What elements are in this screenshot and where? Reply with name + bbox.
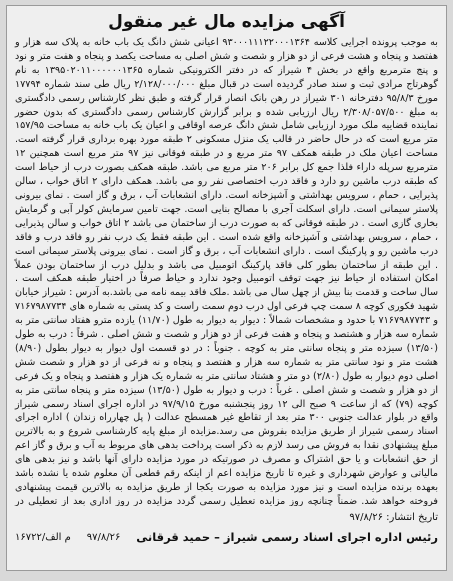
notice-page	[6, 5, 447, 571]
notice-footer	[7, 526, 446, 548]
publish-date-line	[7, 510, 446, 526]
notice-code: ۱۶۷۲۲/م الف	[15, 531, 71, 543]
publish-date: ۹۷/۸/۲۶	[349, 512, 383, 523]
notice-title: آگهی مزایده مال غیر منقول	[108, 12, 345, 32]
footer-date: ۹۷/۸/۲۶	[86, 531, 121, 543]
notice-body: به موجب پرونده اجرایی کلاسه ۹۳۰۰۰۱۱۱۲۲۰۰۰۱۳۶۴ اعیانی شش دانگ یک باب خانه به پلاک سه هزار و هفتصد و پنجاه و هشت فرعی از دو هزار و شصت و شش اصلی به مساحت یکصد و پنجاه و هفت متر و نود و پنج مترمربع واقع در بخش ۴ شیراز که در دفتر الکترونیکی شماره ۱۳۹۵۰۲۰۱۱۰۰۰۰۰۰۱۳۶۵ به نام گوهرتاج مرادی ثبت و سند صادر گردیده است در قبال مبلغ ۲/۱۲۸/۰۰۰/۰۰۰ ریال طی سند شماره ۱۷۷۹۴ مورخ ۹۵/۸/۳ دفترخانه ۳۰۱ شیراز در رهن بانک انصار قرار گرفته و طبق نظر کارشناس رسمی دادگستری به مبلغ ۲/۳۰۸/۰۵۷/۵۰۰ ریال ارزیابی شده و برابر گزارش کارشناس رسمی دادگستری که بدون حضور نماینده قضاییه ملک مورد ارزیابی شامل شش دانگ عرصه اوقافی و اعیان یک باب خانه به مساحت ۱۵۷/۹۵ متر مربع است که در حال حاضر در قالب یک منزل مسکونی ۲ طبقه مورد بهره برداری قرار گرفته است. مساحت اعیان ملک در طبقه همکف ۹۷ متر مربع و در طبقه فوقانی نیز ۹۷ متر مربع است همچنین ۱۲ مترمربع سرپله داراء فلذا جمع کل برابر ۲۰۶ متر مربع می باشد. طبقه همکف بصورت درب از حیاط است که طبقه درب ماشین رو دارد و فاقد درب اختصاصی نفر رو می باشد. همکف دارای ۲ اتاق خواب ، سالن پذیرایی ، حمام ، سرویس بهداشتی و آشپزخانه است. دارای انشعابات آب ، برق و گاز است . نمای بیرونی پلاستر سیمانی است. دارای اسکلت آجری با مصالح بنایی است. جهت تامین سرمایش کولر آبی و گرمایش بخاری گازی است . در طبقه فوقانی که به صورت درب از ساختمان می باشد ۲ اتاق خواب و سالن پذیرایی ، حمام ، سرویس بهداشتی و آشپزخانه واقع شده است . این طبقه فقط یک درب نفر رو فاقد درب و فاقد درب ماشین رو و پارکینگ است . دارای انشعابات آب ، برق و گاز است . نمای بیرونی پلاستر سیمانی است . این طبقه از ساختمان بطور کلی فاقد پارکینگ اتومبیل می باشد و بدلیل درب از ساختمان بودن عملاً امکان استفاده از حیاط نیز جهت توقف اتومبیل وجود ندارد و حیاط صرفاً در اختیار طبقه همکف است . سال ساخت و قدمت بنا بیش از چهل سال می باشد .ملک فاقد بیمه نامه می باشد.به آدرس : شیراز خیابان شهید فکوری کوچه ۸ سمت چپ فرعی اول درب دوم سمت راست و کد پستی به شماره های ۷۱۶۷۹۸۷۷۳۴ و ۷۱۶۷۹۸۷۷۴۳ با حدود و مشخصات شمالاً : دیوار به دیوار به طول (۱۱/۷۰) یازده مترو هفتاد سانتی متر به شماره سه هزار و هشتصد و پنجاه و هفت فرعی از دو هزار و شصت و شش اصلی . شرقاً : درب به طول (۱۳/۵۰) سیزده متر و پنجاه سانتی متر به کوچه . جنوباً : در دو قسمت اول دیوار به دیوار بطول (۸/۹۰) هشت متر و نود سانتی متر به شماره سه هزار و هفتصد و پنجاه و نه فرعی از دو هزار و شصت شش اصلی دوم دیوار به طول (۲/۸۰) دو متر و هشتاد سانتی متر به شماره یک هزار و هفتصد و پنجاه و یک فرعی از دو هزار و شصت و شش اصلی . غرباً : درب و دیوار به طول (۱۳/۵۰) سیزده متر و پنجاه سانتی متر به کوچه (۷۹) که از ساعت ۹ صبح الی ۱۲ روز پنجشنبه مورخ ۹۷/۹/۱۵ در اداره اجرای اسناد رسمی شیراز واقع در بلوار عدالت جنوبی ۳۰۰ متر بعد از تقاطع غیر همسطح عدالت ( پل چهارراه زندان ) اداره اجرای اسناد رسمی شیراز از طریق مزایده بفروش می رسد.مزایده از مبلغ پایه کارشناسی شروع و به بالاترین مبلغ پیشنهادی نقدا به فروش می رسد لازم به ذکر است پرداخت بدهی های مربوط به آب و برق و گاز اعم از حق انشعابات و یا حق اشتراک و مصرف در صورتیکه در مورد مزایده دارای آنها باشد و نیز بدهی های مالیاتی و عوارض شهرداری و غیره تا تاریخ مزایده اعم از اینکه رقم قطعی آن معلوم شده یا نشده باشد بعهده برنده مزایده است و نیز مورد مزایده به صورت یکجا از طریق مزایده به بالاترین قیمت پیشنهادی فروخته خواهد شد. ضمناً چنانچه روز مزایده تعطیل رسمی گردد مزایده در روز اداری بعد از تعطیلی در	[15, 37, 439, 506]
signature: رئیس اداره اجرای اسناد رسمی شیراز – حمید قرقانی	[136, 530, 438, 544]
publish-date-label: تاریخ انتشار:	[386, 512, 438, 523]
